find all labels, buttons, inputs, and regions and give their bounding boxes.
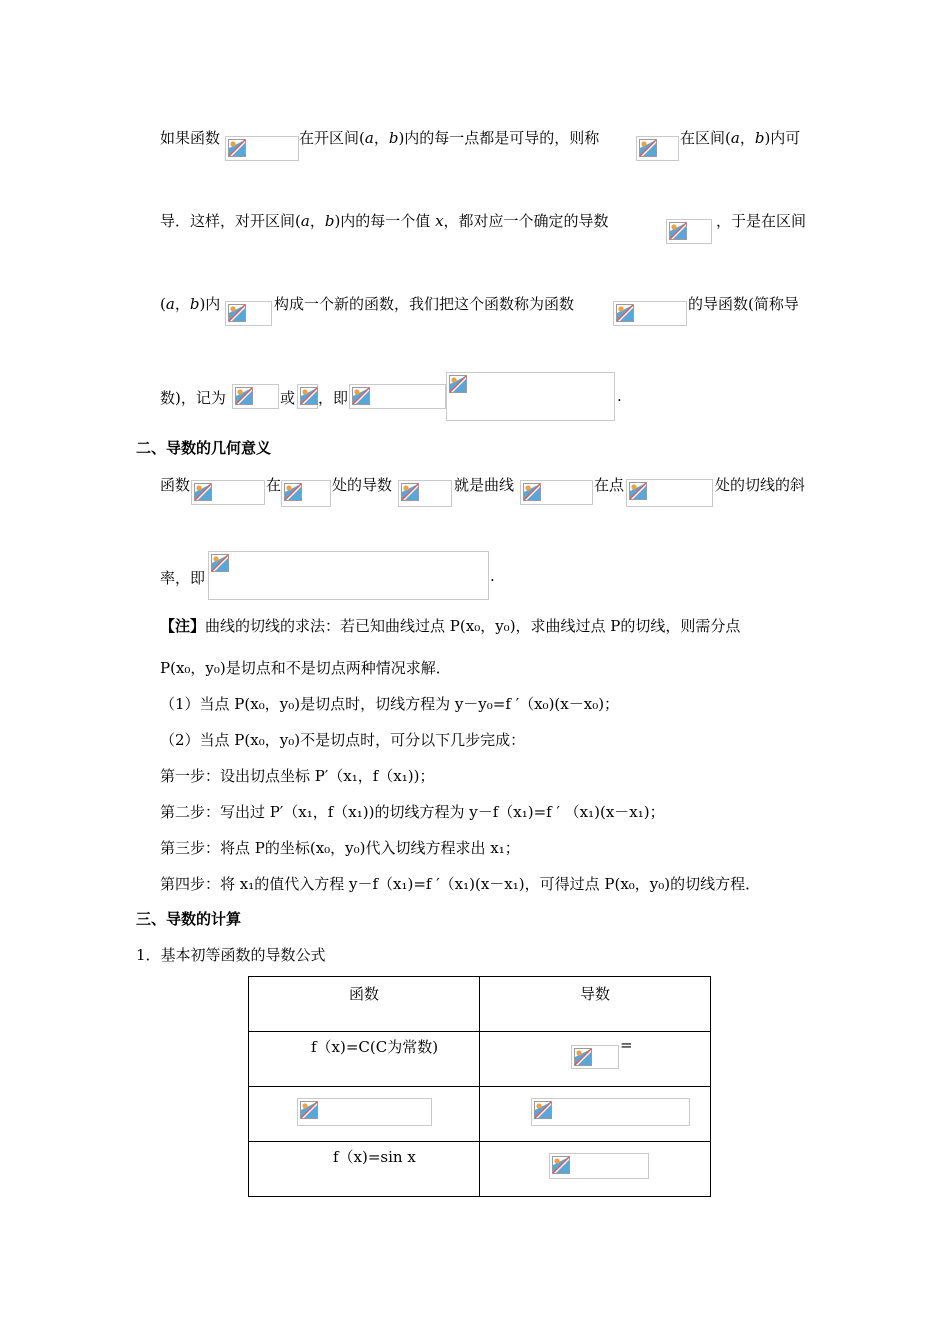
formula-image xyxy=(666,219,712,244)
text: 数)，记为 xyxy=(160,389,226,407)
image-placeholder-icon xyxy=(228,304,246,322)
text: 函数 xyxy=(160,476,191,494)
equals-sign: = xyxy=(620,1036,633,1054)
note-step: （1）当点 P(x₀，y₀)是切点时，切线方程为 y－y₀=f ′（x₀)(x－x₀)； xyxy=(160,695,620,713)
formula-image xyxy=(208,551,489,600)
image-placeholder-icon xyxy=(401,483,419,501)
image-placeholder-icon xyxy=(284,483,302,501)
formula-image xyxy=(191,480,265,505)
formula-image xyxy=(281,480,331,507)
table-header-cell xyxy=(480,977,711,1032)
section-heading: 三、导数的计算 xyxy=(136,910,242,928)
text: 如果函数 xyxy=(160,129,221,147)
comma: ， xyxy=(373,129,389,147)
table-row xyxy=(249,1087,711,1142)
image-placeholder-icon xyxy=(300,1101,318,1119)
image-placeholder-icon xyxy=(616,304,634,322)
var-a: a xyxy=(364,129,374,147)
formula-image xyxy=(225,301,272,326)
image-placeholder-icon xyxy=(235,387,253,405)
table-row xyxy=(249,1142,711,1197)
text: 构成一个新的函数，我们把这个函数称为函数 xyxy=(274,295,575,313)
table-cell xyxy=(249,1142,480,1197)
image-placeholder-icon xyxy=(669,222,687,240)
text: 在开区间( xyxy=(299,129,365,147)
image-placeholder-icon xyxy=(629,482,647,500)
table-header-cell xyxy=(249,977,480,1032)
note-step: 第三步：将点 P的坐标(x₀，y₀)代入切线方程求出 x₁； xyxy=(160,839,520,857)
formula-image xyxy=(297,1098,432,1126)
text: 的导函数(简称导 xyxy=(688,295,799,313)
image-placeholder-icon xyxy=(523,483,541,501)
note-step: 第二步：写出过 P′（x₁，f（x₁))的切线方程为 y－f（x₁)=f ′ （x₁)(x－x₁)； xyxy=(160,803,665,821)
image-placeholder-icon xyxy=(228,139,246,157)
text: 在点 xyxy=(594,476,625,494)
var-b: b xyxy=(388,129,399,147)
note-step: 第一步：设出切点坐标 P′（x₁，f（x₁))； xyxy=(160,767,435,785)
text: ( xyxy=(160,295,166,313)
note-text: P(x₀，y₀)是切点和不是切点两种情况求解． xyxy=(160,659,451,677)
image-placeholder-icon xyxy=(194,483,212,501)
image-placeholder-icon xyxy=(552,1156,570,1174)
image-placeholder-icon xyxy=(534,1101,552,1119)
table-cell xyxy=(249,1087,480,1142)
table-row xyxy=(249,1032,711,1087)
text: . xyxy=(490,567,495,585)
image-placeholder-icon xyxy=(300,387,318,405)
text: ，于是在区间 xyxy=(716,212,807,230)
formula-image xyxy=(571,1045,619,1069)
comma: ， xyxy=(739,129,755,147)
table-cell xyxy=(249,1032,480,1087)
formula-image xyxy=(626,479,713,507)
image-placeholder-icon xyxy=(211,554,229,572)
table-row xyxy=(249,977,711,1032)
text: 导．这样，对开区间( xyxy=(160,212,301,230)
table-cell xyxy=(480,1032,711,1087)
text: 在区间( xyxy=(680,129,731,147)
text: 就是曲线 xyxy=(454,476,515,494)
note-step: （2）当点 P(x₀，y₀)不是切点时，可分以下几步完成： xyxy=(160,731,526,749)
image-placeholder-icon xyxy=(449,375,467,393)
var-b: b xyxy=(324,212,335,230)
header-function: 函数 xyxy=(348,985,379,1003)
text: ，都对应一个确定的导数 xyxy=(443,212,609,230)
text: 在 xyxy=(266,476,282,494)
formula-image xyxy=(398,480,452,507)
formula-image xyxy=(297,384,318,409)
text: 处的导数 xyxy=(332,476,393,494)
comma: ， xyxy=(309,212,325,230)
section-heading: 二、导数的几何意义 xyxy=(136,439,272,457)
formula-image xyxy=(549,1153,649,1179)
image-placeholder-icon xyxy=(352,387,370,405)
formula-image xyxy=(613,301,687,326)
var-a: a xyxy=(300,212,310,230)
note-step: 第四步：将 x₁的值代入方程 y－f（x₁)=f ′（x₁)(x－x₁)，可得过点 P(x₀，y₀)的切线方程． xyxy=(160,875,761,893)
var-x: x xyxy=(435,212,444,230)
formula-image xyxy=(531,1098,690,1126)
derivative-table xyxy=(248,976,711,1197)
text: . xyxy=(617,387,622,405)
text: )内 xyxy=(199,295,221,313)
image-placeholder-icon xyxy=(574,1048,592,1066)
function-cell-text: f（x)=C(C为常数) xyxy=(311,1038,439,1056)
text: ，即 xyxy=(318,389,349,407)
formula-image xyxy=(636,136,679,161)
text: )内的每一点都是可导的，则称 xyxy=(398,129,600,147)
formula-image xyxy=(232,384,279,409)
header-derivative: 导数 xyxy=(579,985,610,1003)
text: )内可 xyxy=(764,129,801,147)
var-a: a xyxy=(730,129,740,147)
text: 处的切线的斜 xyxy=(715,476,806,494)
text: )内的每一个值 xyxy=(334,212,431,230)
formula-image xyxy=(446,372,615,421)
table-cell xyxy=(480,1087,711,1142)
text: 率，即 xyxy=(160,569,206,587)
var-a: a xyxy=(165,295,175,313)
image-placeholder-icon xyxy=(639,139,657,157)
text: 或 xyxy=(280,389,296,407)
comma: ， xyxy=(174,295,190,313)
subheading: 1．基本初等函数的导数公式 xyxy=(136,946,326,964)
function-cell-text: f（x)=sin x xyxy=(333,1148,416,1166)
var-b: b xyxy=(754,129,765,147)
formula-image xyxy=(520,480,593,505)
table-cell xyxy=(480,1142,711,1197)
note-tag: 【注】 xyxy=(160,617,206,635)
formula-image xyxy=(349,384,446,409)
formula-image xyxy=(225,136,299,161)
var-b: b xyxy=(189,295,200,313)
note-text: 曲线的切线的求法：若已知曲线过点 P(x₀，y₀)，求曲线过点 P的切线，则需分点 xyxy=(205,617,741,635)
